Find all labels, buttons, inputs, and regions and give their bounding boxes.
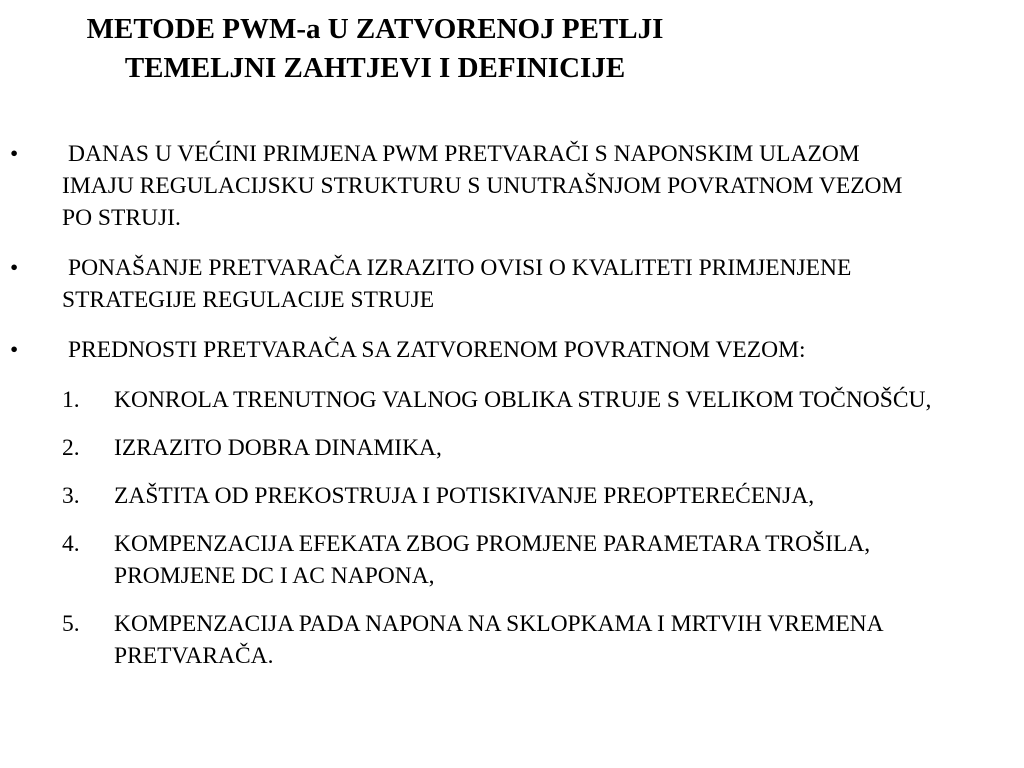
number-marker: 5. — [62, 611, 80, 637]
numbered-text: KOMPENZACIJA EFEKATA ZBOG PROMJENE PARAMETARA TROŠILA, PROMJENE DC I AC NAPONA, — [114, 531, 871, 589]
slide-body — [0, 138, 1000, 688]
bullet-marker: • — [10, 141, 19, 167]
numbered-text: IZRAZITO DOBRA DINAMIKA, — [114, 435, 442, 461]
number-marker: 2. — [62, 435, 80, 461]
bullet-marker: • — [10, 337, 19, 363]
numbered-text: ZAŠTITA OD PREKOSTRUJA I POTISKIVANJE PREOPTEREĆENJA, — [114, 483, 815, 509]
numbered-item — [0, 432, 1000, 464]
title-line-2: TEMELJNI ZAHTJEVI I DEFINICIJE — [124, 52, 626, 84]
number-marker: 3. — [62, 483, 80, 509]
bullet-text: PREDNOSTI PRETVARAČA SA ZATVORENOM POVRATNOM VEZOM: — [68, 337, 806, 363]
title-line-1: METODE PWM-a U ZATVORENOJ PETLJI — [86, 13, 664, 45]
numbered-item — [0, 528, 1000, 592]
bullet-text: DANAS U VEĆINI PRIMJENA PWM PRETVARAČI S NAPONSKIM ULAZOM IMAJU REGULACIJSKU STRUKTURU S UNUTRAŠNJOM POVRATNOM VEZOM PO STRUJI. — [62, 141, 903, 231]
number-marker: 1. — [62, 387, 80, 413]
bullet-item — [0, 138, 1000, 234]
numbered-text: KONROLA TRENUTNOG VALNOG OBLIKA STRUJE S VELIKOM TOČNOŠĆU, — [114, 387, 932, 413]
bullet-item — [0, 252, 1000, 316]
numbered-text: KOMPENZACIJA PADA NAPONA NA SKLOPKAMA I MRTVIH VREMENA PRETVARAČA. — [114, 611, 883, 669]
bullet-marker: • — [10, 255, 19, 281]
bullet-text: PONAŠANJE PRETVARAČA IZRAZITO OVISI O KVALITETI PRIMJENJENE STRATEGIJE REGULACIJE STRUJE — [62, 255, 852, 313]
number-marker: 4. — [62, 531, 80, 557]
numbered-item — [0, 384, 1000, 416]
bullet-item — [0, 334, 1000, 366]
numbered-item — [0, 608, 1000, 672]
slide-title — [30, 10, 720, 88]
numbered-item — [0, 480, 1000, 512]
